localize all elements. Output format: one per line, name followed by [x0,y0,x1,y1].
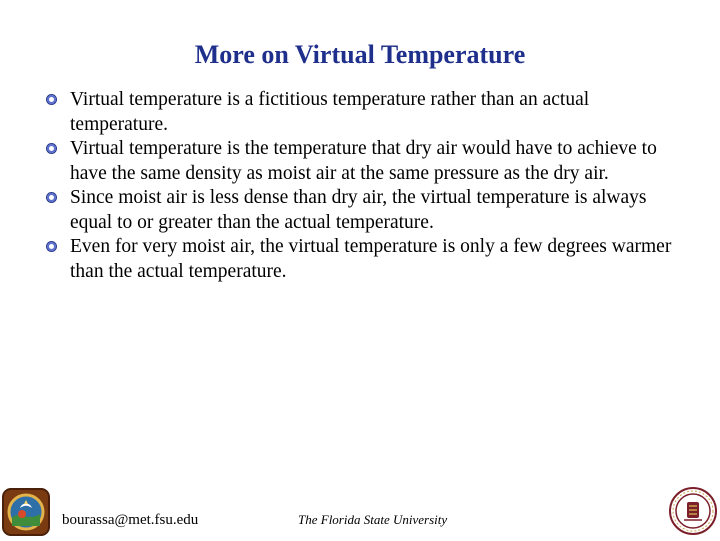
fsu-seal-icon [668,486,718,536]
bullet-text: Virtual temperature is the temperature that dry air would have to achieve to have the same density as moist air at the same pressure as the dry air. [70,138,657,184]
bullet-item [48,137,688,186]
bullet-icon [46,192,57,203]
bullet-text: Since moist air is less dense than dry air, the virtual temperature is always equal to or greater than the actual temperature. [70,187,647,233]
footer-university: The Florida State University [298,512,448,527]
bullet-text: Even for very moist air, the virtual temperature is only a few degrees warmer than the actual temperature. [70,236,672,282]
bullet-text: Virtual temperature is a fictitious temperature rather than an actual temperature. [70,89,590,135]
bullet-item [48,235,688,284]
bullet-icon [46,241,57,252]
bullet-item [48,186,688,235]
bullet-list [48,88,688,284]
bullet-icon [46,143,57,154]
bullet-icon [46,94,57,105]
bullet-item [48,88,688,137]
slide-title: More on Virtual Temperature [194,40,526,69]
meteorology-logo-icon [2,488,50,536]
footer-email: bourassa@met.fsu.edu [62,512,199,528]
